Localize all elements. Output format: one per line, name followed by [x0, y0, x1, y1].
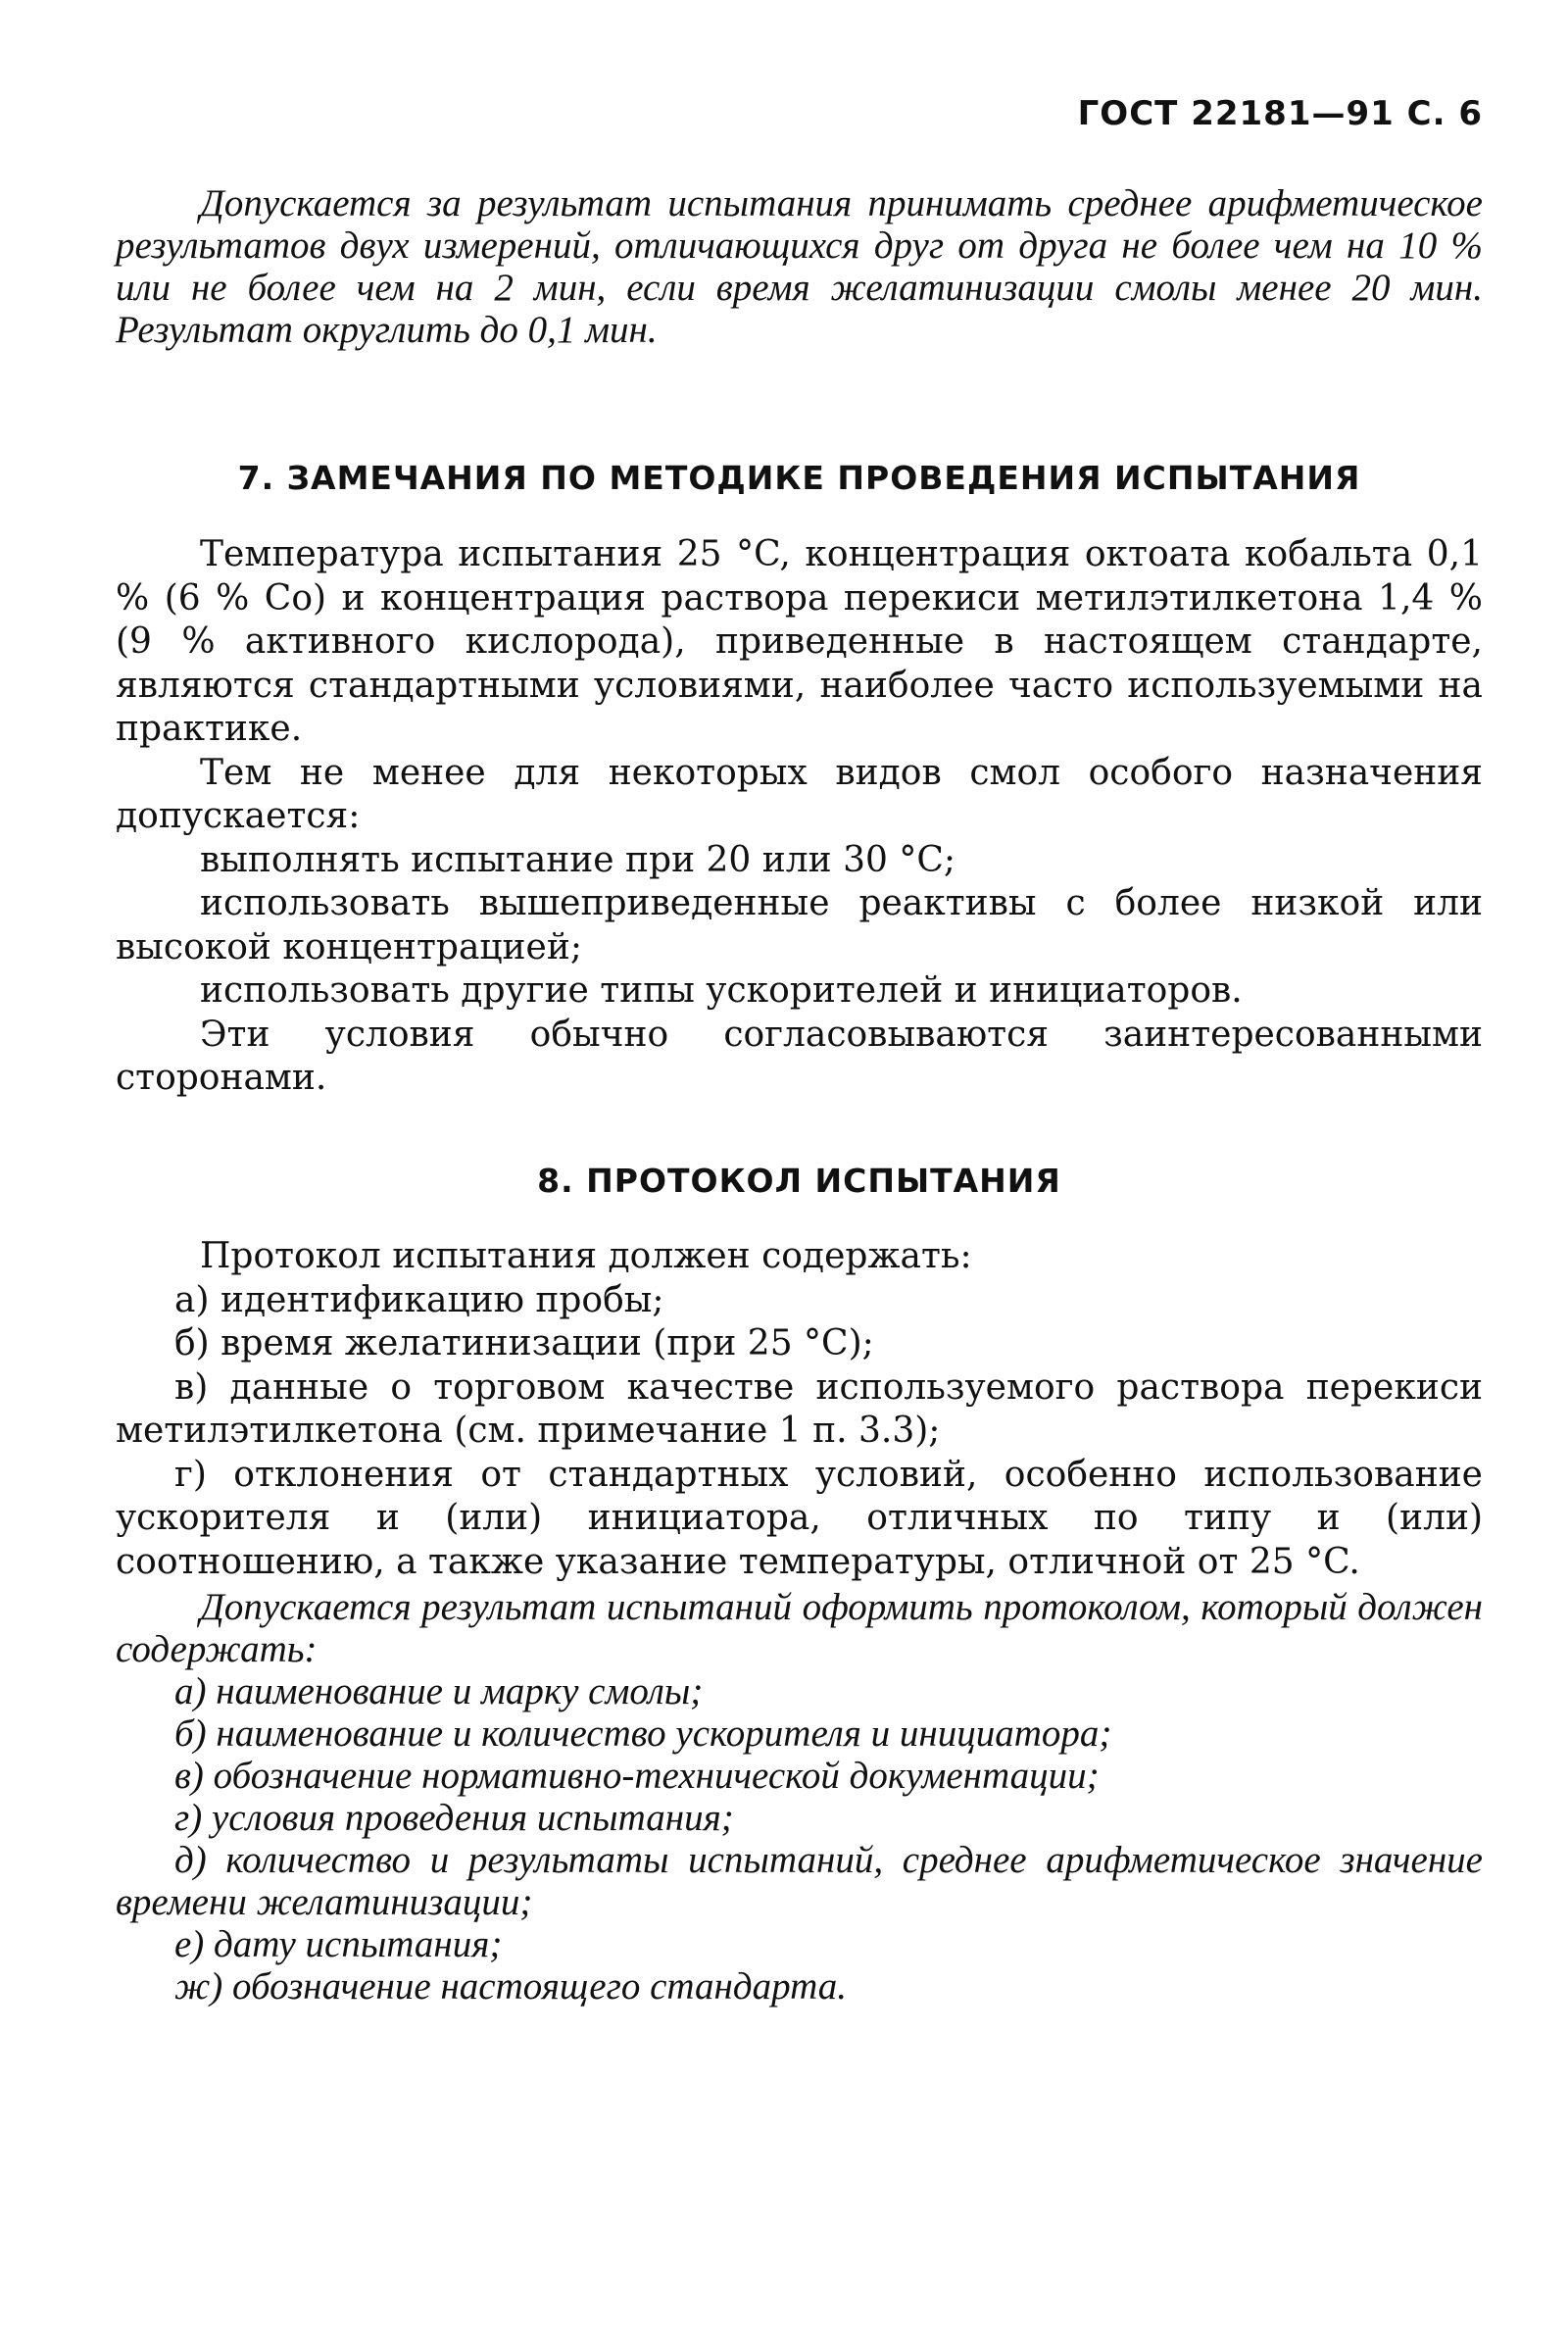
section-8-alt-item: г) условия проведения испытания;: [174, 1797, 734, 1839]
section-8-alt-item: ж) обозначение настоящего стандарта.: [174, 1965, 847, 2008]
intro-paragraph: Допускается за результат испытания принимать среднее арифметическое результатов двух измерений, отличающихся друг от друга не более чем на 10 % или не более чем на 2 мин, если время желатинизации смолы менее 20 мин. Результат округлить до 0,1 мин.: [116, 182, 1483, 351]
section-7-heading: 7. ЗАМЕЧАНИЯ ПО МЕТОДИКЕ ПРОВЕДЕНИЯ ИСПЫТАНИЯ: [237, 459, 1361, 497]
section-7-list-item: использовать другие типы ускорителей и инициаторов.: [200, 970, 1243, 1011]
section-7-paragraph-1: Температура испытания 25 °C, концентрация октоата кобальта 0,1 % (6 % Co) и концентрация раствора перекиси метилэтилкетона 1,4 % (9 % активного кислорода), приведенные в настоящем стандарте, являются стандартными условиями, наиболее часто используемыми на практике.: [116, 534, 1483, 749]
intro-paragraph-block: [116, 182, 1483, 351]
section-8-alt-item: е) дату испытания;: [174, 1923, 503, 1965]
section-8-intro: Протокол испытания должен содержать:: [200, 1236, 972, 1276]
section-8-list-item: б) время желатинизации (при 25 °C);: [174, 1323, 874, 1363]
section-7-paragraph-2: Тем не менее для некоторых видов смол особого назначения допускается:: [116, 752, 1483, 836]
section-8-list-item: г) отклонения от стандартных условий, особенно использование ускорителя и (или) инициатора, отличных по типу и (или) соотношению, а также указание температуры, отличной от 25 °C.: [116, 1454, 1483, 1582]
section-8-alt-item: б) наименование и количество ускорителя и инициатора;: [174, 1712, 1112, 1755]
section-8-alt-item: д) количество и результаты испытаний, среднее арифметическое значение времени желатинизации;: [116, 1839, 1483, 1923]
section-7-list-item: выполнять испытание при 20 или 30 °C;: [200, 839, 956, 880]
page-header: ГОСТ 22181—91 С. 6: [1077, 94, 1483, 133]
section-8-alt-intro: Допускается результат испытаний оформить протоколом, который должен содержать:: [116, 1586, 1483, 1670]
section-8-list-item: а) идентификацию пробы;: [174, 1279, 664, 1320]
section-8-alt-item: а) наименование и марку смолы;: [174, 1670, 704, 1712]
section-8-body: [116, 1235, 1483, 1584]
section-8-heading: 8. ПРОТОКОЛ ИСПЫТАНИЯ: [537, 1162, 1061, 1200]
section-8-alt-item: в) обозначение нормативно-технической документации;: [174, 1755, 1100, 1797]
document-page: [116, 0, 1483, 2330]
section-8-alt-block: [116, 1586, 1483, 2008]
section-7-list-item: использовать вышеприведенные реактивы с более низкой или высокой концентрацией;: [116, 883, 1483, 967]
section-7-body: [116, 533, 1483, 1101]
section-8-list-item: в) данные о торговом качестве используемого раствора перекиси метилэтилкетона (см. примечание 1 п. 3.3);: [116, 1366, 1483, 1451]
section-7-paragraph-3: Эти условия обычно согласовываются заинтересованными сторонами.: [116, 1014, 1483, 1098]
